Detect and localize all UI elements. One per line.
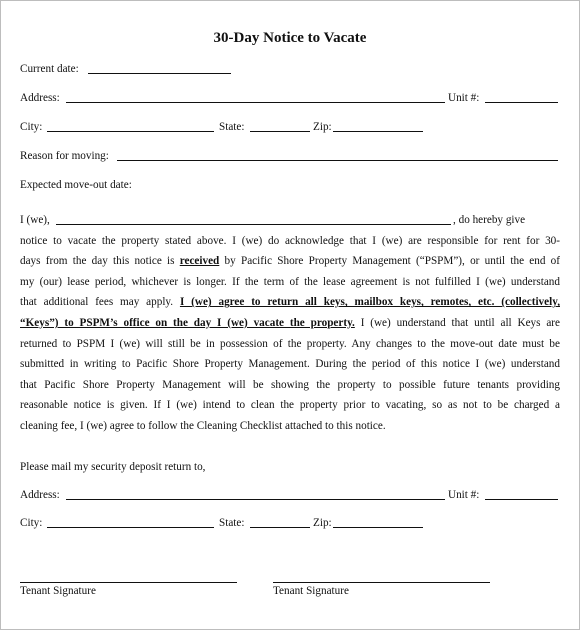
zip-label: Zip: — [313, 121, 332, 133]
current-date-field[interactable] — [88, 73, 231, 74]
address-field[interactable] — [66, 102, 445, 103]
unit-label: Unit #: — [448, 92, 480, 104]
address-label: Address: — [20, 92, 60, 104]
deposit-unit-field[interactable] — [485, 499, 558, 500]
deposit-state-field[interactable] — [250, 527, 310, 528]
current-date-label: Current date: — [20, 63, 79, 75]
paragraph-line: that Pacific Shore Property Management will be showing the property to possible future tenants providing — [20, 378, 560, 391]
deposit-address-field[interactable] — [66, 499, 445, 500]
state-label: State: — [219, 121, 245, 133]
tenant-signature-label-left: Tenant Signature — [20, 585, 96, 597]
city-label: City: — [20, 121, 43, 133]
page-title: 30-Day Notice to Vacate — [213, 30, 367, 46]
paragraph-line — [20, 210, 560, 231]
paragraph-line: my (our) lease period, whichever is longer. If the term of the lease agreement is not fulfilled I (we) understand — [20, 275, 560, 288]
paragraph-line: reasonable notice is given. If I (we) intend to clean the property prior to vacating, so as not to be charged a — [20, 399, 560, 412]
paragraph-line: submitted in writing to Pacific Shore Property Management. During the period of this notice I (we) understand — [20, 358, 560, 371]
i-we-label: I (we), — [20, 214, 50, 226]
tenant-names-field[interactable] — [56, 224, 451, 225]
city-field[interactable] — [47, 131, 214, 132]
tenant-signature-label-right: Tenant Signature — [273, 585, 349, 597]
reason-label: Reason for moving: — [20, 150, 109, 162]
deposit-state-label: State: — [219, 517, 245, 529]
hereby-text: , do hereby give — [453, 214, 526, 226]
received-emphasis: received — [179, 255, 220, 268]
keys-agreement-emphasis: I (we) agree to return all keys, mailbox keys, remotes, etc. (collectively, — [179, 296, 560, 309]
zip-field[interactable] — [333, 131, 423, 132]
state-field[interactable] — [250, 131, 310, 132]
keys-agreement-emphasis: “Keys”) to PSPM’s office on the day I (we) vacate the property. — [20, 316, 355, 329]
paragraph-line: that additional fees may apply. I (we) agree to return all keys, mailbox keys, remotes, etc. (collectively, — [20, 296, 560, 309]
deposit-unit-label: Unit #: — [448, 489, 480, 501]
deposit-city-label: City: — [20, 517, 43, 529]
tenant-signature-line-right[interactable] — [273, 582, 490, 583]
moveout-label: Expected move-out date: — [20, 179, 132, 191]
deposit-address-label: Address: — [20, 489, 60, 501]
tenant-signature-line-left[interactable] — [20, 582, 237, 583]
reason-field[interactable] — [117, 160, 558, 161]
paragraph-line: days from the day this notice is received by Pacific Shore Property Management (“PSPM”), or until the end of — [20, 255, 561, 268]
deposit-city-field[interactable] — [47, 527, 214, 528]
deposit-prompt: Please mail my security deposit return to, — [20, 461, 206, 473]
paragraph-line: cleaning fee, I (we) agree to follow the Cleaning Checklist attached to this notice. — [20, 419, 386, 432]
paragraph-line: “Keys”) to PSPM’s office on the day I (we) vacate the property. I (we) understand that until all Keys are — [20, 316, 560, 329]
notice-paragraph — [20, 210, 560, 437]
paragraph-line: returned to PSPM I (we) will still be in possession of the property. Any changes to the move-out date must be — [20, 337, 560, 350]
paragraph-line: notice to vacate the property stated above. I (we) do acknowledge that I (we) are responsible for rent for 30- — [20, 234, 560, 247]
unit-field[interactable] — [485, 102, 558, 103]
deposit-zip-label: Zip: — [313, 517, 332, 529]
deposit-zip-field[interactable] — [333, 527, 423, 528]
